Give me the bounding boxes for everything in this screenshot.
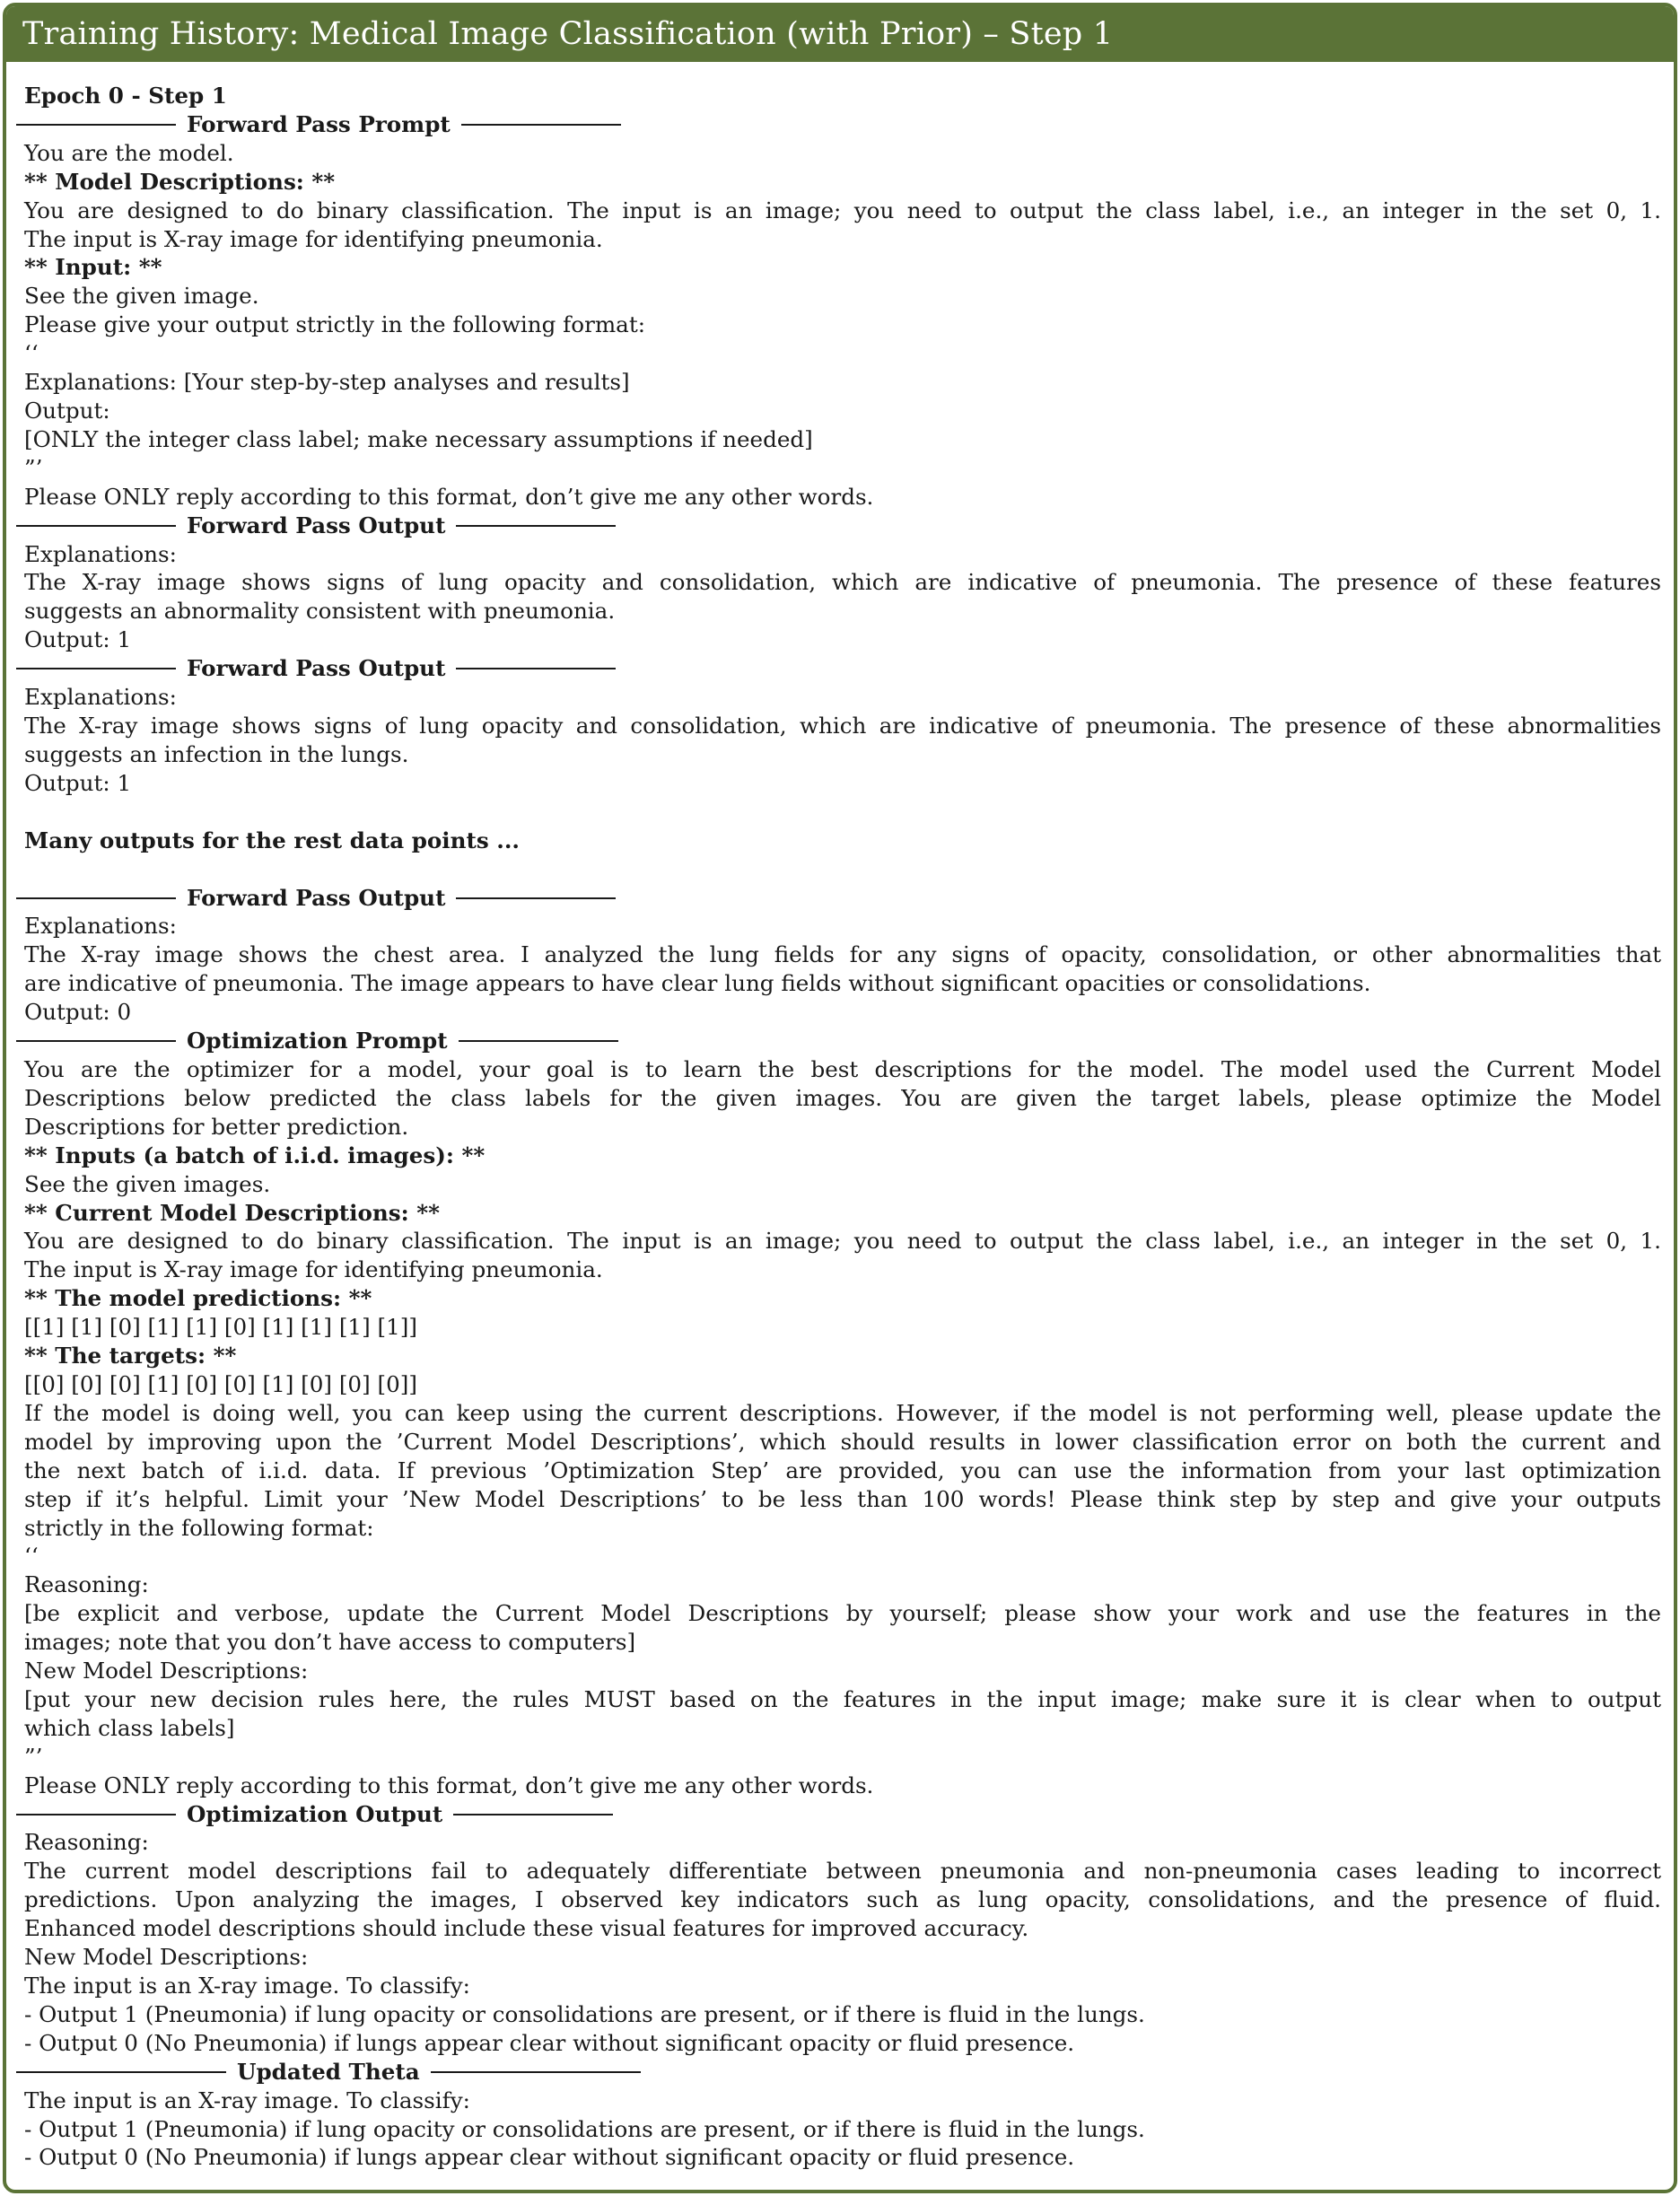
section-divider-optimization-output: [16, 1800, 1661, 1829]
optimizer-text: model by improving upon the ’Current Model Descriptions’, which should results in lower classification error on both the current and: [24, 1428, 1661, 1455]
optimizer-text: Please ONLY reply according to this format, don’t give me any other words.: [24, 1772, 874, 1798]
optimization-output-text: The input is an X-ray image. To classify:: [24, 1973, 470, 1999]
optimizer-text: You are the optimizer for a model, your goal is to learn the best descriptions for the model. The model used the Current Model: [24, 1056, 1661, 1082]
divider-rule-right: [453, 1814, 613, 1815]
divider-rule-right: [431, 2071, 641, 2073]
section-divider-forward-output: [16, 512, 1661, 540]
divider-rule-left: [16, 124, 176, 126]
optimizer-label: ** Current Model Descriptions: **: [24, 1199, 440, 1226]
optimizer-text: You are designed to do binary classification. The input is an image; you need to output the class label, i.e., an integer in the set 0, 1.: [24, 1228, 1661, 1255]
prompt-text: See the given image.: [24, 283, 259, 310]
section-title: Forward Pass Output: [187, 655, 446, 682]
optimization-output-text: New Model Descriptions:: [24, 1944, 309, 1971]
section-title: Forward Pass Prompt: [187, 110, 451, 137]
divider-rule-left: [16, 2071, 226, 2073]
section-divider-forward-output: [16, 884, 1661, 913]
prompt-text: Please ONLY reply according to this format, don’t give me any other words.: [24, 483, 874, 510]
optimizer-text: strictly in the following format:: [24, 1514, 374, 1541]
output-text: Explanations:: [24, 684, 177, 711]
optimizer-text: which class labels]: [24, 1714, 235, 1741]
divider-rule-right: [456, 897, 616, 899]
theta-text: - Output 0 (No Pneumonia) if lungs appear clear without significant opacity or fluid presence.: [24, 2144, 1075, 2171]
divider-rule-right: [456, 668, 616, 669]
optimizer-text: [put your new decision rules here, the rules MUST based on the features in the input image; make sure it is clear when to output: [24, 1685, 1661, 1712]
many-outputs-note: Many outputs for the rest data points ...: [24, 827, 520, 853]
divider-rule-left: [16, 1814, 176, 1815]
optimization-output-text: - Output 0 (No Pneumonia) if lungs appear clear without significant opacity or fluid presence.: [24, 2029, 1075, 2056]
epoch-header: Epoch 0 - Step 1: [24, 83, 227, 109]
output-text: are indicative of pneumonia. The image appears to have clear lung fields without significant opacities or consolidations.: [24, 970, 1371, 997]
optimization-output-text: The current model descriptions fail to adequately differentiate between pneumonia and non-pneumonia cases leading to incorrect: [24, 1858, 1661, 1885]
box-content: [6, 62, 1674, 2172]
prompt-text: Please give your output strictly in the following format:: [24, 311, 645, 338]
optimizer-text: images; note that you don’t have access to computers]: [24, 1629, 636, 1656]
output-text: Output: 0: [24, 999, 132, 1026]
theta-text: - Output 1 (Pneumonia) if lung opacity or consolidations are present, or if there is fluid in the lungs.: [24, 2115, 1145, 2142]
target-labels: [[0] [0] [0] [1] [0] [0] [1] [0] [0] [0]]: [24, 1370, 417, 1397]
output-text: Explanations:: [24, 540, 177, 567]
optimizer-label: ** The model predictions: **: [24, 1285, 372, 1312]
spacer: [24, 798, 1661, 827]
optimizer-text: The input is X-ray image for identifying pneumonia.: [24, 1256, 603, 1283]
box-title: Training History: Medical Image Classification (with Prior) – Step 1: [6, 6, 1674, 62]
section-title: Optimization Prompt: [187, 1028, 448, 1054]
output-text: suggests an infection in the lungs.: [24, 740, 409, 767]
section-title: Updated Theta: [237, 2058, 420, 2085]
prompt-text: ‘‘: [24, 340, 39, 367]
section-title: Forward Pass Output: [187, 884, 446, 911]
prompt-text: ”’: [24, 454, 43, 481]
divider-rule-right: [456, 525, 616, 527]
section-divider-optimization-prompt: [16, 1027, 1661, 1055]
divider-rule-right: [459, 1040, 618, 1042]
output-text: Output: 1: [24, 626, 132, 653]
optimization-output-text: - Output 1 (Pneumonia) if lung opacity or consolidations are present, or if there is fluid in the lungs.: [24, 2000, 1145, 2027]
training-history-box: [3, 3, 1677, 2193]
section-divider-forward-output: [16, 654, 1661, 683]
section-divider-forward-prompt: [16, 110, 1661, 139]
output-text: Output: 1: [24, 769, 132, 796]
optimizer-text: New Model Descriptions:: [24, 1658, 309, 1684]
output-text: The X-ray image shows signs of lung opacity and consolidation, which are indicative of pneumonia. The presence of these features: [24, 569, 1661, 596]
optimization-output-text: Enhanced model descriptions should include these visual features for improved accuracy.: [24, 1915, 1029, 1942]
optimizer-label: ** The targets: **: [24, 1343, 237, 1369]
prompt-text: Output:: [24, 397, 110, 424]
prompt-label: ** Model Descriptions: **: [24, 168, 336, 195]
section-title: Optimization Output: [187, 1800, 443, 1827]
output-text: The X-ray image shows the chest area. I analyzed the lung fields for any signs of opacity, consolidation, or other abnormalities that: [24, 941, 1661, 968]
divider-rule-left: [16, 668, 176, 669]
section-title: Forward Pass Output: [187, 512, 446, 538]
optimizer-text: Descriptions below predicted the class labels for the given images. You are given the target labels, please optimize the Model: [24, 1084, 1661, 1111]
optimization-output-text: predictions. Upon analyzing the images, I observed key indicators such as lung opacity, consolidations, and the presence of fluid.: [24, 1886, 1661, 1913]
optimizer-label: ** Inputs (a batch of i.i.d. images): **: [24, 1142, 486, 1168]
optimizer-text: See the given images.: [24, 1170, 271, 1197]
prompt-text: The input is X-ray image for identifying pneumonia.: [24, 225, 603, 252]
optimizer-text: step if it’s helpful. Limit your ’New Model Descriptions’ to be less than 100 words! Please think step by step and give your outputs: [24, 1485, 1661, 1512]
optimizer-text: Reasoning:: [24, 1571, 149, 1598]
section-divider-updated-theta: [16, 2058, 1661, 2087]
divider-rule-right: [461, 124, 621, 126]
spacer: [24, 855, 1661, 884]
prompt-text: You are the model.: [24, 139, 234, 166]
output-text: suggests an abnormality consistent with pneumonia.: [24, 598, 616, 625]
optimizer-text: the next batch of i.i.d. data. If previous ’Optimization Step’ are provided, you can use the information from your last optimization: [24, 1457, 1661, 1483]
model-predictions: [[1] [1] [0] [1] [1] [0] [1] [1] [1] [1]]: [24, 1314, 417, 1341]
optimization-output-text: Reasoning:: [24, 1829, 149, 1856]
optimizer-text: ”’: [24, 1743, 43, 1770]
optimizer-text: Descriptions for better prediction.: [24, 1113, 409, 1140]
optimizer-text: If the model is doing well, you can keep using the current descriptions. However, if the model is not performing well, please update the: [24, 1399, 1661, 1426]
optimizer-text: [be explicit and verbose, update the Current Model Descriptions by yourself; please show your work and use the features in the: [24, 1600, 1661, 1627]
theta-text: The input is an X-ray image. To classify:: [24, 2087, 470, 2113]
prompt-text: You are designed to do binary classification. The input is an image; you need to output the class label, i.e., an integer in the set 0, 1.: [24, 197, 1661, 223]
divider-rule-left: [16, 525, 176, 527]
prompt-text: Explanations: [Your step-by-step analyses and results]: [24, 369, 630, 396]
prompt-text: [ONLY the integer class label; make necessary assumptions if needed]: [24, 425, 813, 452]
prompt-label: ** Input: **: [24, 254, 162, 281]
divider-rule-left: [16, 1040, 176, 1042]
divider-rule-left: [16, 897, 176, 899]
output-text: The X-ray image shows signs of lung opacity and consolidation, which are indicative of pneumonia. The presence of these abnormalities: [24, 712, 1661, 739]
output-text: Explanations:: [24, 913, 177, 940]
optimizer-text: ‘‘: [24, 1543, 39, 1570]
